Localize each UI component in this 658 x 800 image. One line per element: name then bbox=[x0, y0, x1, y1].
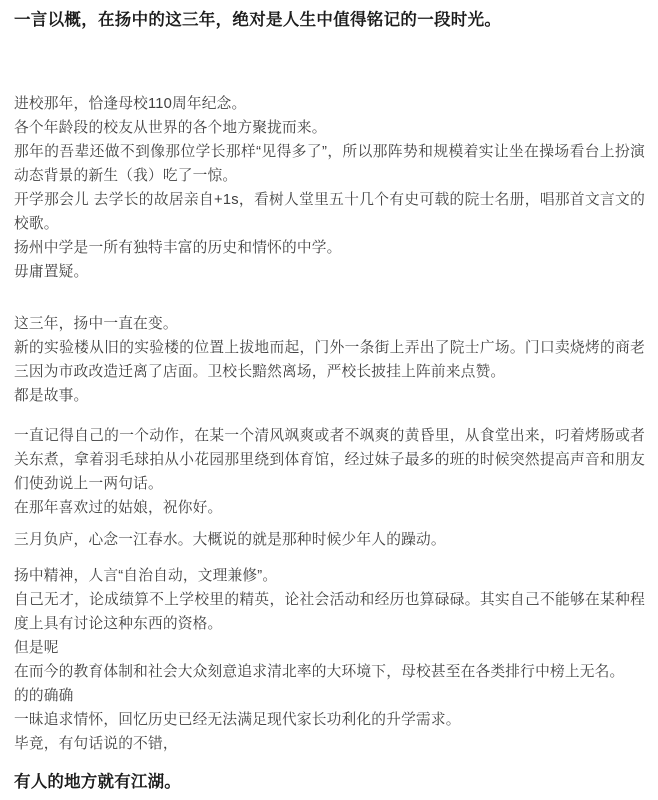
paragraph: 在而今的教育体制和社会大众刻意追求清北率的大环境下，母校甚至在各类排行中榜上无名。 bbox=[14, 664, 625, 680]
article-closing: 有人的地方就有江湖。 bbox=[14, 773, 181, 791]
paragraph: 扬州中学是一所有独特丰富的历史和情怀的中学。 bbox=[14, 240, 342, 256]
paragraph: 都是故事。 bbox=[14, 388, 89, 404]
paragraph: 一昧追求情怀，回忆历史已经无法满足现代家长功利化的升学需求。 bbox=[14, 712, 461, 728]
article-title: 一言以概，在扬中的这三年，绝对是人生中值得铭记的一段时光。 bbox=[14, 11, 502, 29]
paragraph: 一直记得自己的一个动作，在某一个清风飒爽或者不飒爽的黄昏里，从食堂出来，叼着烤肠或者关东煮，拿着羽毛球拍从小花园那里绕到体育馆，经过妹子最多的班的时候突然提高声音和朋友们使劲说上一两句话。 bbox=[14, 428, 645, 492]
paragraph: 毋庸置疑。 bbox=[14, 264, 89, 280]
paragraph: 开学那会儿 去学长的故居亲自+1s，看树人堂里五十几个有史可载的院士名册，唱那首文言文的校歌。 bbox=[14, 192, 645, 232]
paragraph: 各个年龄段的校友从世界的各个地方聚拢而来。 bbox=[14, 120, 327, 136]
paragraph: 三月负庐，心念一江春水。大概说的就是那种时候少年人的躁动。 bbox=[14, 532, 446, 548]
paragraph: 在那年喜欢过的姑娘，祝你好。 bbox=[14, 500, 223, 516]
paragraph: 的的确确 bbox=[14, 688, 74, 704]
paragraph: 进校那年，恰逢母校110周年纪念。 bbox=[14, 96, 247, 112]
paragraph: 自己无才，论成绩算不上学校里的精英，论社会活动和经历也算碌碌。其实自己不能够在某种程度上具有讨论这种东西的资格。 bbox=[14, 592, 645, 632]
paragraph: 扬中精神，人言“自治自动，文理兼修”。 bbox=[14, 568, 278, 584]
paragraph: 毕竟，有句话说的不错， bbox=[14, 736, 178, 752]
paragraph: 新的实验楼从旧的实验楼的位置上拔地而起，门外一条街上弄出了院士广场。门口卖烧烤的商老三因为市政改造迁离了店面。卫校长黯然离场，严校长披挂上阵前来点赞。 bbox=[14, 340, 645, 380]
paragraph: 那年的吾辈还做不到像那位学长那样“见得多了”，所以那阵势和规模着实让坐在操场看台上扮演动态背景的新生（我）吃了一惊。 bbox=[14, 144, 645, 184]
paragraph: 但是呢 bbox=[14, 640, 59, 656]
paragraph: 这三年，扬中一直在变。 bbox=[14, 316, 178, 332]
